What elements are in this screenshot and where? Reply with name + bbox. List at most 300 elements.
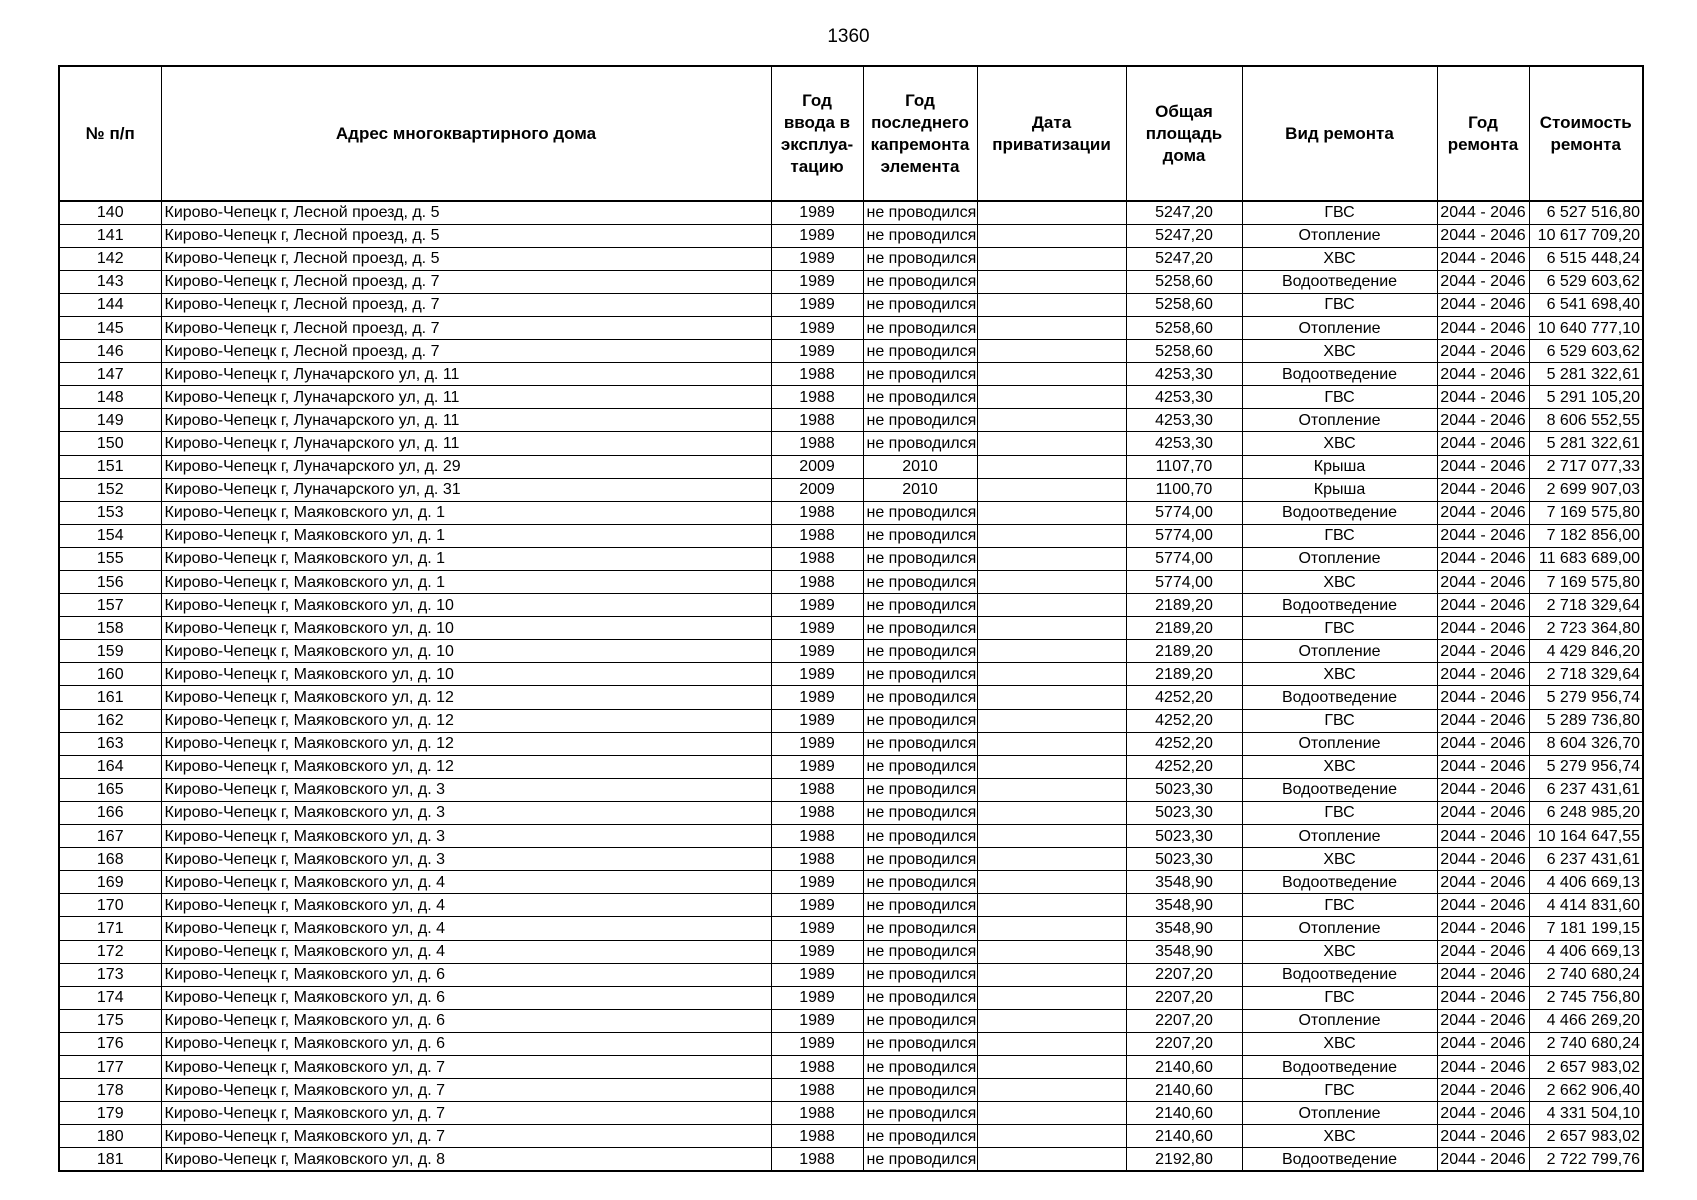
cell-privatization xyxy=(977,894,1126,917)
cell-year-built: 1988 xyxy=(771,409,863,432)
cell-year-built: 1988 xyxy=(771,363,863,386)
cell-year-built: 1988 xyxy=(771,432,863,455)
cell-repair-year: 2044 - 2046 xyxy=(1437,340,1529,363)
table-row xyxy=(59,501,1643,524)
cell-privatization xyxy=(977,501,1126,524)
cell-year-built: 1989 xyxy=(771,247,863,270)
cell-privatization xyxy=(977,201,1126,224)
table-row xyxy=(59,663,1643,686)
cell-area: 4253,30 xyxy=(1126,409,1242,432)
cell-area: 4253,30 xyxy=(1126,386,1242,409)
cell-repair-kind: ХВС xyxy=(1242,571,1437,594)
cell-cost: 7 169 575,80 xyxy=(1529,571,1643,594)
cell-repair-kind: ГВС xyxy=(1242,801,1437,824)
cell-privatization xyxy=(977,1079,1126,1102)
cell-area: 5247,20 xyxy=(1126,224,1242,247)
cell-num: 159 xyxy=(59,640,161,663)
cell-repair-kind: ГВС xyxy=(1242,709,1437,732)
cell-area: 2207,20 xyxy=(1126,1009,1242,1032)
cell-year-built: 1988 xyxy=(771,1125,863,1148)
cell-privatization xyxy=(977,478,1126,501)
cell-year-built: 1989 xyxy=(771,686,863,709)
table-row xyxy=(59,409,1643,432)
cell-repair-year: 2044 - 2046 xyxy=(1437,986,1529,1009)
cell-area: 4252,20 xyxy=(1126,755,1242,778)
cell-repair-kind: Отопление xyxy=(1242,316,1437,339)
cell-area: 2189,20 xyxy=(1126,594,1242,617)
cell-num: 157 xyxy=(59,594,161,617)
cell-area: 3548,90 xyxy=(1126,894,1242,917)
cell-repair-kind: Водоотведение xyxy=(1242,686,1437,709)
cell-num: 152 xyxy=(59,478,161,501)
cell-area: 2192,80 xyxy=(1126,1148,1242,1171)
cell-area: 2207,20 xyxy=(1126,986,1242,1009)
table-row xyxy=(59,732,1643,755)
cell-address: Кирово-Чепецк г, Маяковского ул, д. 6 xyxy=(161,1009,771,1032)
cell-last-repair: не проводился xyxy=(863,963,977,986)
cell-privatization xyxy=(977,617,1126,640)
cell-repair-kind: Водоотведение xyxy=(1242,594,1437,617)
cell-address: Кирово-Чепецк г, Луначарского ул, д. 11 xyxy=(161,432,771,455)
cell-address: Кирово-Чепецк г, Маяковского ул, д. 1 xyxy=(161,524,771,547)
cell-privatization xyxy=(977,316,1126,339)
cell-repair-year: 2044 - 2046 xyxy=(1437,293,1529,316)
table-row xyxy=(59,524,1643,547)
cell-privatization xyxy=(977,455,1126,478)
cell-address: Кирово-Чепецк г, Маяковского ул, д. 3 xyxy=(161,801,771,824)
cell-repair-year: 2044 - 2046 xyxy=(1437,894,1529,917)
cell-cost: 10 640 777,10 xyxy=(1529,316,1643,339)
cell-cost: 2 740 680,24 xyxy=(1529,963,1643,986)
cell-repair-year: 2044 - 2046 xyxy=(1437,455,1529,478)
cell-address: Кирово-Чепецк г, Маяковского ул, д. 8 xyxy=(161,1148,771,1171)
cell-address: Кирово-Чепецк г, Маяковского ул, д. 12 xyxy=(161,686,771,709)
cell-privatization xyxy=(977,247,1126,270)
table-row xyxy=(59,963,1643,986)
cell-privatization xyxy=(977,571,1126,594)
cell-privatization xyxy=(977,1009,1126,1032)
cell-num: 153 xyxy=(59,501,161,524)
cell-privatization xyxy=(977,340,1126,363)
table-row xyxy=(59,801,1643,824)
cell-address: Кирово-Чепецк г, Маяковского ул, д. 4 xyxy=(161,940,771,963)
cell-area: 1100,70 xyxy=(1126,478,1242,501)
cell-repair-kind: Водоотведение xyxy=(1242,363,1437,386)
cell-repair-year: 2044 - 2046 xyxy=(1437,732,1529,755)
cell-repair-kind: Крыша xyxy=(1242,478,1437,501)
cell-year-built: 1989 xyxy=(771,986,863,1009)
cell-year-built: 1989 xyxy=(771,1009,863,1032)
cell-address: Кирово-Чепецк г, Маяковского ул, д. 10 xyxy=(161,640,771,663)
cell-privatization xyxy=(977,224,1126,247)
cell-year-built: 1988 xyxy=(771,825,863,848)
cell-cost: 2 722 799,76 xyxy=(1529,1148,1643,1171)
cell-privatization xyxy=(977,986,1126,1009)
header-num: № п/п xyxy=(59,66,161,201)
cell-num: 172 xyxy=(59,940,161,963)
cell-area: 2189,20 xyxy=(1126,640,1242,663)
cell-cost: 6 529 603,62 xyxy=(1529,270,1643,293)
cell-repair-kind: ГВС xyxy=(1242,894,1437,917)
cell-address: Кирово-Чепецк г, Лесной проезд, д. 7 xyxy=(161,316,771,339)
repair-table xyxy=(58,65,1644,1172)
cell-num: 158 xyxy=(59,617,161,640)
cell-repair-kind: ХВС xyxy=(1242,432,1437,455)
cell-num: 166 xyxy=(59,801,161,824)
cell-repair-year: 2044 - 2046 xyxy=(1437,316,1529,339)
cell-address: Кирово-Чепецк г, Луначарского ул, д. 11 xyxy=(161,363,771,386)
cell-repair-kind: Отопление xyxy=(1242,732,1437,755)
cell-cost: 6 527 516,80 xyxy=(1529,201,1643,224)
cell-privatization xyxy=(977,1055,1126,1078)
cell-privatization xyxy=(977,594,1126,617)
cell-address: Кирово-Чепецк г, Маяковского ул, д. 6 xyxy=(161,986,771,1009)
table-row xyxy=(59,709,1643,732)
cell-year-built: 1989 xyxy=(771,316,863,339)
cell-repair-year: 2044 - 2046 xyxy=(1437,686,1529,709)
cell-repair-kind: Крыша xyxy=(1242,455,1437,478)
cell-year-built: 1989 xyxy=(771,640,863,663)
cell-repair-kind: ГВС xyxy=(1242,986,1437,1009)
cell-area: 5258,60 xyxy=(1126,340,1242,363)
cell-area: 3548,90 xyxy=(1126,871,1242,894)
cell-num: 163 xyxy=(59,732,161,755)
cell-last-repair: не проводился xyxy=(863,270,977,293)
cell-repair-kind: ХВС xyxy=(1242,1032,1437,1055)
cell-repair-year: 2044 - 2046 xyxy=(1437,1055,1529,1078)
cell-last-repair: не проводился xyxy=(863,709,977,732)
cell-repair-kind: Отопление xyxy=(1242,917,1437,940)
cell-area: 3548,90 xyxy=(1126,940,1242,963)
cell-privatization xyxy=(977,848,1126,871)
cell-privatization xyxy=(977,270,1126,293)
cell-last-repair: не проводился xyxy=(863,501,977,524)
cell-repair-kind: Отопление xyxy=(1242,547,1437,570)
cell-repair-year: 2044 - 2046 xyxy=(1437,1079,1529,1102)
cell-area: 4253,30 xyxy=(1126,363,1242,386)
cell-area: 2140,60 xyxy=(1126,1055,1242,1078)
cell-year-built: 1988 xyxy=(771,1079,863,1102)
header-address: Адрес многоквартирного дома xyxy=(161,66,771,201)
cell-num: 148 xyxy=(59,386,161,409)
header-repair-year: Год ремонта xyxy=(1437,66,1529,201)
cell-num: 171 xyxy=(59,917,161,940)
cell-repair-year: 2044 - 2046 xyxy=(1437,1009,1529,1032)
cell-cost: 5 279 956,74 xyxy=(1529,755,1643,778)
table-row xyxy=(59,316,1643,339)
cell-last-repair: не проводился xyxy=(863,871,977,894)
header-privatization: Дата приватизации xyxy=(977,66,1126,201)
cell-year-built: 1989 xyxy=(771,940,863,963)
cell-repair-year: 2044 - 2046 xyxy=(1437,1032,1529,1055)
cell-area: 5774,00 xyxy=(1126,524,1242,547)
cell-last-repair: не проводился xyxy=(863,732,977,755)
cell-year-built: 1988 xyxy=(771,778,863,801)
cell-address: Кирово-Чепецк г, Маяковского ул, д. 4 xyxy=(161,894,771,917)
cell-num: 173 xyxy=(59,963,161,986)
cell-num: 156 xyxy=(59,571,161,594)
cell-last-repair: не проводился xyxy=(863,686,977,709)
cell-last-repair: не проводился xyxy=(863,1125,977,1148)
cell-privatization xyxy=(977,963,1126,986)
cell-address: Кирово-Чепецк г, Маяковского ул, д. 7 xyxy=(161,1055,771,1078)
cell-cost: 6 515 448,24 xyxy=(1529,247,1643,270)
cell-cost: 8 606 552,55 xyxy=(1529,409,1643,432)
cell-num: 150 xyxy=(59,432,161,455)
cell-repair-kind: Отопление xyxy=(1242,1102,1437,1125)
cell-privatization xyxy=(977,386,1126,409)
table-row xyxy=(59,1032,1643,1055)
cell-last-repair: не проводился xyxy=(863,1102,977,1125)
table-row xyxy=(59,571,1643,594)
table-row xyxy=(59,917,1643,940)
cell-privatization xyxy=(977,801,1126,824)
cell-area: 5774,00 xyxy=(1126,571,1242,594)
table-row xyxy=(59,386,1643,409)
cell-area: 2207,20 xyxy=(1126,963,1242,986)
table-row xyxy=(59,894,1643,917)
cell-last-repair: не проводился xyxy=(863,940,977,963)
cell-privatization xyxy=(977,524,1126,547)
cell-cost: 2 718 329,64 xyxy=(1529,594,1643,617)
cell-num: 174 xyxy=(59,986,161,1009)
table-header xyxy=(59,66,1643,201)
cell-last-repair: 2010 xyxy=(863,455,977,478)
cell-num: 170 xyxy=(59,894,161,917)
cell-area: 2140,60 xyxy=(1126,1125,1242,1148)
cell-area: 1107,70 xyxy=(1126,455,1242,478)
cell-address: Кирово-Чепецк г, Лесной проезд, д. 7 xyxy=(161,340,771,363)
cell-address: Кирово-Чепецк г, Маяковского ул, д. 10 xyxy=(161,617,771,640)
table-row xyxy=(59,755,1643,778)
cell-last-repair: не проводился xyxy=(863,340,977,363)
cell-area: 2189,20 xyxy=(1126,663,1242,686)
cell-privatization xyxy=(977,917,1126,940)
table-row xyxy=(59,686,1643,709)
cell-num: 161 xyxy=(59,686,161,709)
header-cost: Стоимость ремонта xyxy=(1529,66,1643,201)
cell-cost: 5 289 736,80 xyxy=(1529,709,1643,732)
table-row xyxy=(59,1148,1643,1171)
cell-repair-kind: ГВС xyxy=(1242,386,1437,409)
cell-year-built: 1989 xyxy=(771,894,863,917)
cell-area: 3548,90 xyxy=(1126,917,1242,940)
cell-address: Кирово-Чепецк г, Маяковского ул, д. 12 xyxy=(161,709,771,732)
cell-last-repair: не проводился xyxy=(863,1148,977,1171)
cell-address: Кирово-Чепецк г, Луначарского ул, д. 31 xyxy=(161,478,771,501)
cell-repair-year: 2044 - 2046 xyxy=(1437,940,1529,963)
cell-repair-year: 2044 - 2046 xyxy=(1437,825,1529,848)
cell-cost: 4 429 846,20 xyxy=(1529,640,1643,663)
cell-repair-year: 2044 - 2046 xyxy=(1437,478,1529,501)
cell-repair-kind: Отопление xyxy=(1242,1009,1437,1032)
table-row xyxy=(59,848,1643,871)
cell-last-repair: 2010 xyxy=(863,478,977,501)
cell-year-built: 1988 xyxy=(771,801,863,824)
cell-repair-kind: ГВС xyxy=(1242,617,1437,640)
cell-repair-year: 2044 - 2046 xyxy=(1437,1125,1529,1148)
cell-address: Кирово-Чепецк г, Маяковского ул, д. 3 xyxy=(161,778,771,801)
cell-num: 142 xyxy=(59,247,161,270)
table-row xyxy=(59,825,1643,848)
cell-num: 147 xyxy=(59,363,161,386)
cell-last-repair: не проводился xyxy=(863,640,977,663)
cell-area: 4252,20 xyxy=(1126,709,1242,732)
cell-num: 146 xyxy=(59,340,161,363)
cell-cost: 6 541 698,40 xyxy=(1529,293,1643,316)
cell-address: Кирово-Чепецк г, Маяковского ул, д. 4 xyxy=(161,917,771,940)
cell-repair-year: 2044 - 2046 xyxy=(1437,1148,1529,1171)
cell-repair-year: 2044 - 2046 xyxy=(1437,201,1529,224)
cell-address: Кирово-Чепецк г, Луначарского ул, д. 29 xyxy=(161,455,771,478)
cell-cost: 4 406 669,13 xyxy=(1529,940,1643,963)
cell-address: Кирово-Чепецк г, Маяковского ул, д. 4 xyxy=(161,871,771,894)
cell-area: 4252,20 xyxy=(1126,686,1242,709)
table-row xyxy=(59,871,1643,894)
table-row xyxy=(59,455,1643,478)
cell-area: 2189,20 xyxy=(1126,617,1242,640)
cell-num: 179 xyxy=(59,1102,161,1125)
cell-cost: 2 699 907,03 xyxy=(1529,478,1643,501)
cell-area: 2140,60 xyxy=(1126,1079,1242,1102)
cell-cost: 4 406 669,13 xyxy=(1529,871,1643,894)
table-row xyxy=(59,940,1643,963)
cell-area: 5258,60 xyxy=(1126,316,1242,339)
cell-privatization xyxy=(977,363,1126,386)
cell-year-built: 1988 xyxy=(771,524,863,547)
cell-year-built: 1989 xyxy=(771,1032,863,1055)
cell-cost: 10 164 647,55 xyxy=(1529,825,1643,848)
cell-privatization xyxy=(977,640,1126,663)
table-row xyxy=(59,1102,1643,1125)
cell-repair-kind: Отопление xyxy=(1242,409,1437,432)
cell-repair-year: 2044 - 2046 xyxy=(1437,778,1529,801)
cell-last-repair: не проводился xyxy=(863,224,977,247)
table-row xyxy=(59,1079,1643,1102)
cell-year-built: 1988 xyxy=(771,501,863,524)
cell-num: 151 xyxy=(59,455,161,478)
cell-repair-year: 2044 - 2046 xyxy=(1437,363,1529,386)
cell-repair-year: 2044 - 2046 xyxy=(1437,917,1529,940)
cell-address: Кирово-Чепецк г, Маяковского ул, д. 1 xyxy=(161,571,771,594)
cell-area: 5023,30 xyxy=(1126,825,1242,848)
cell-repair-kind: Водоотведение xyxy=(1242,871,1437,894)
cell-address: Кирово-Чепецк г, Маяковского ул, д. 10 xyxy=(161,594,771,617)
cell-privatization xyxy=(977,686,1126,709)
cell-privatization xyxy=(977,940,1126,963)
cell-year-built: 1988 xyxy=(771,1102,863,1125)
cell-last-repair: не проводился xyxy=(863,363,977,386)
cell-address: Кирово-Чепецк г, Маяковского ул, д. 6 xyxy=(161,1032,771,1055)
cell-area: 5023,30 xyxy=(1126,778,1242,801)
cell-cost: 2 657 983,02 xyxy=(1529,1125,1643,1148)
cell-address: Кирово-Чепецк г, Маяковского ул, д. 1 xyxy=(161,547,771,570)
cell-year-built: 1989 xyxy=(771,270,863,293)
cell-repair-kind: ГВС xyxy=(1242,201,1437,224)
cell-address: Кирово-Чепецк г, Маяковского ул, д. 7 xyxy=(161,1125,771,1148)
cell-repair-year: 2044 - 2046 xyxy=(1437,663,1529,686)
cell-address: Кирово-Чепецк г, Маяковского ул, д. 12 xyxy=(161,732,771,755)
cell-cost: 2 718 329,64 xyxy=(1529,663,1643,686)
cell-cost: 6 529 603,62 xyxy=(1529,340,1643,363)
header-year-built: Год ввода в эксплуа-тацию xyxy=(771,66,863,201)
cell-area: 5023,30 xyxy=(1126,801,1242,824)
cell-area: 5247,20 xyxy=(1126,201,1242,224)
cell-address: Кирово-Чепецк г, Лесной проезд, д. 7 xyxy=(161,270,771,293)
cell-num: 140 xyxy=(59,201,161,224)
cell-year-built: 1989 xyxy=(771,917,863,940)
cell-year-built: 1988 xyxy=(771,386,863,409)
cell-repair-kind: ХВС xyxy=(1242,848,1437,871)
cell-area: 2140,60 xyxy=(1126,1102,1242,1125)
cell-num: 167 xyxy=(59,825,161,848)
cell-last-repair: не проводился xyxy=(863,617,977,640)
table-row xyxy=(59,640,1643,663)
cell-repair-year: 2044 - 2046 xyxy=(1437,524,1529,547)
cell-privatization xyxy=(977,755,1126,778)
cell-cost: 2 657 983,02 xyxy=(1529,1055,1643,1078)
cell-address: Кирово-Чепецк г, Луначарского ул, д. 11 xyxy=(161,409,771,432)
cell-last-repair: не проводился xyxy=(863,755,977,778)
cell-num: 160 xyxy=(59,663,161,686)
table-row xyxy=(59,1055,1643,1078)
cell-num: 145 xyxy=(59,316,161,339)
cell-year-built: 1988 xyxy=(771,571,863,594)
cell-area: 5774,00 xyxy=(1126,501,1242,524)
cell-num: 155 xyxy=(59,547,161,570)
cell-area: 4253,30 xyxy=(1126,432,1242,455)
cell-address: Кирово-Чепецк г, Лесной проезд, д. 5 xyxy=(161,201,771,224)
table-row xyxy=(59,247,1643,270)
cell-cost: 5 281 322,61 xyxy=(1529,432,1643,455)
cell-privatization xyxy=(977,825,1126,848)
cell-last-repair: не проводился xyxy=(863,432,977,455)
cell-last-repair: не проводился xyxy=(863,917,977,940)
table-row xyxy=(59,201,1643,224)
cell-num: 144 xyxy=(59,293,161,316)
cell-cost: 7 181 199,15 xyxy=(1529,917,1643,940)
cell-repair-kind: Водоотведение xyxy=(1242,501,1437,524)
table-row xyxy=(59,778,1643,801)
cell-repair-kind: Водоотведение xyxy=(1242,963,1437,986)
cell-privatization xyxy=(977,1032,1126,1055)
cell-address: Кирово-Чепецк г, Маяковского ул, д. 6 xyxy=(161,963,771,986)
cell-year-built: 2009 xyxy=(771,478,863,501)
table-row xyxy=(59,224,1643,247)
cell-repair-year: 2044 - 2046 xyxy=(1437,247,1529,270)
cell-repair-year: 2044 - 2046 xyxy=(1437,547,1529,570)
cell-cost: 6 237 431,61 xyxy=(1529,778,1643,801)
cell-repair-kind: ХВС xyxy=(1242,663,1437,686)
cell-privatization xyxy=(977,732,1126,755)
cell-year-built: 1989 xyxy=(771,594,863,617)
cell-cost: 2 745 756,80 xyxy=(1529,986,1643,1009)
cell-cost: 11 683 689,00 xyxy=(1529,547,1643,570)
cell-num: 164 xyxy=(59,755,161,778)
cell-repair-kind: Водоотведение xyxy=(1242,1148,1437,1171)
cell-repair-kind: Отопление xyxy=(1242,224,1437,247)
cell-area: 4252,20 xyxy=(1126,732,1242,755)
cell-cost: 4 414 831,60 xyxy=(1529,894,1643,917)
cell-address: Кирово-Чепецк г, Луначарского ул, д. 11 xyxy=(161,386,771,409)
cell-address: Кирово-Чепецк г, Лесной проезд, д. 5 xyxy=(161,247,771,270)
cell-repair-year: 2044 - 2046 xyxy=(1437,432,1529,455)
cell-repair-kind: Отопление xyxy=(1242,640,1437,663)
cell-privatization xyxy=(977,293,1126,316)
cell-num: 181 xyxy=(59,1148,161,1171)
cell-address: Кирово-Чепецк г, Маяковского ул, д. 12 xyxy=(161,755,771,778)
cell-repair-year: 2044 - 2046 xyxy=(1437,963,1529,986)
